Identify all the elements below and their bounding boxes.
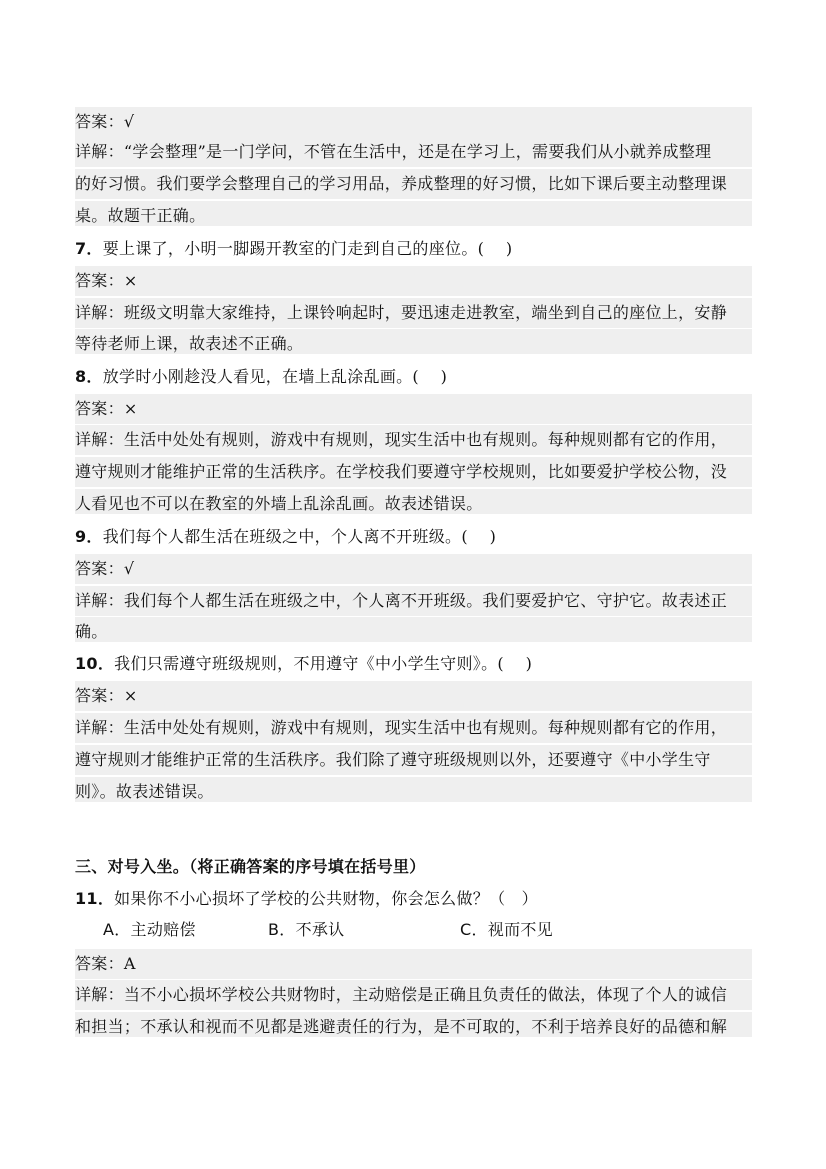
question-number: 8． <box>75 367 103 386</box>
explanation-7-line-2: 等待老师上课，故表述不正确。 <box>75 329 752 354</box>
option-c <box>460 915 553 945</box>
explanation-11-line-2: 和担当；不承认和视而不见都是逃避责任的行为，是不可取的，不利于培养良好的品德和解 <box>75 1012 752 1037</box>
explanation-11-line-1: 详解：当不小心损坏学校公共财物时，主动赔偿是正确且负责任的做法，体现了个人的诚信 <box>75 980 752 1010</box>
explanation-9-line-2: 确。 <box>75 617 752 642</box>
option-text: 不承认 <box>295 920 345 939</box>
option-letter: B． <box>268 920 296 939</box>
question-text: 我们只需遵守班级规则，不用遵守《中小学生守则》。( ) <box>114 654 533 673</box>
option-b <box>268 915 344 945</box>
question-text: 如果你不小心损坏了学校的公共财物，你会怎么做？（ ） <box>114 889 538 908</box>
question-number: 9． <box>75 527 103 546</box>
explanation-8-line-2: 遵守规则才能维护正常的生活秩序。在学校我们要遵守学校规则，比如要爱护学校公物，没 <box>75 457 752 487</box>
option-text: 视而不见 <box>487 920 553 939</box>
explanation-7-line-1: 详解：班级文明靠大家维持，上课铃响起时，要迅速走进教室，端坐到自己的座位上，安静 <box>75 298 752 328</box>
question-11 <box>75 884 752 914</box>
option-letter: C． <box>460 920 488 939</box>
question-number: 10． <box>75 654 115 673</box>
explanation-9-line-1: 详解：我们每个人都生活在班级之中，个人离不开班级。我们要爱护它、守护它。故表述正 <box>75 586 752 616</box>
question-8 <box>75 362 752 392</box>
section-heading: 三、对号入坐。（将正确答案的序号填在括号里） <box>75 857 426 876</box>
option-a <box>103 915 196 945</box>
question-text: 放学时小刚趁没人看见，在墙上乱涂乱画。( ) <box>102 367 448 386</box>
answer-11: 答案：A <box>75 949 752 979</box>
question-text: 要上课了，小明一脚踢开教室的门走到自己的座位。( ) <box>102 239 513 258</box>
question-9 <box>75 522 752 552</box>
explanation-10-line-2: 遵守规则才能维护正常的生活秩序。我们除了遵守班级规则以外，还要遵守《中小学生守 <box>75 745 752 775</box>
question-7 <box>75 234 752 264</box>
explanation-6-line-3: 桌。故题干正确。 <box>75 201 752 226</box>
option-letter: A． <box>103 920 131 939</box>
answer-9: 答案：√ <box>75 554 752 584</box>
answer-10: 答案：× <box>75 681 752 711</box>
options-row <box>75 915 752 945</box>
question-number: 11． <box>75 889 115 908</box>
answer-6: 答案：√ <box>75 107 752 137</box>
question-10 <box>75 649 752 679</box>
explanation-8-line-3: 人看见也不可以在教室的外墙上乱涂乱画。故表述错误。 <box>75 489 752 514</box>
explanation-10-line-1: 详解：生活中处处有规则，游戏中有规则，现实生活中也有规则。每种规则都有它的作用， <box>75 713 752 743</box>
explanation-8-line-1: 详解：生活中处处有规则，游戏中有规则，现实生活中也有规则。每种规则都有它的作用， <box>75 425 752 455</box>
answer-8: 答案：× <box>75 394 752 424</box>
question-number: 7． <box>75 239 103 258</box>
question-text: 我们每个人都生活在班级之中，个人离不开班级。( ) <box>102 527 497 546</box>
option-text: 主动赔偿 <box>130 920 196 939</box>
answer-7: 答案：× <box>75 266 752 296</box>
explanation-6-line-2: 的好习惯。我们要学会整理自己的学习用品，养成整理的好习惯，比如下课后要主动整理课 <box>75 169 752 199</box>
explanation-10-line-3: 则》。故表述错误。 <box>75 777 752 802</box>
explanation-6-line-1: 详解：“学会整理”是一门学问，不管在生活中，还是在学习上，需要我们从小就养成整理 <box>75 137 752 167</box>
